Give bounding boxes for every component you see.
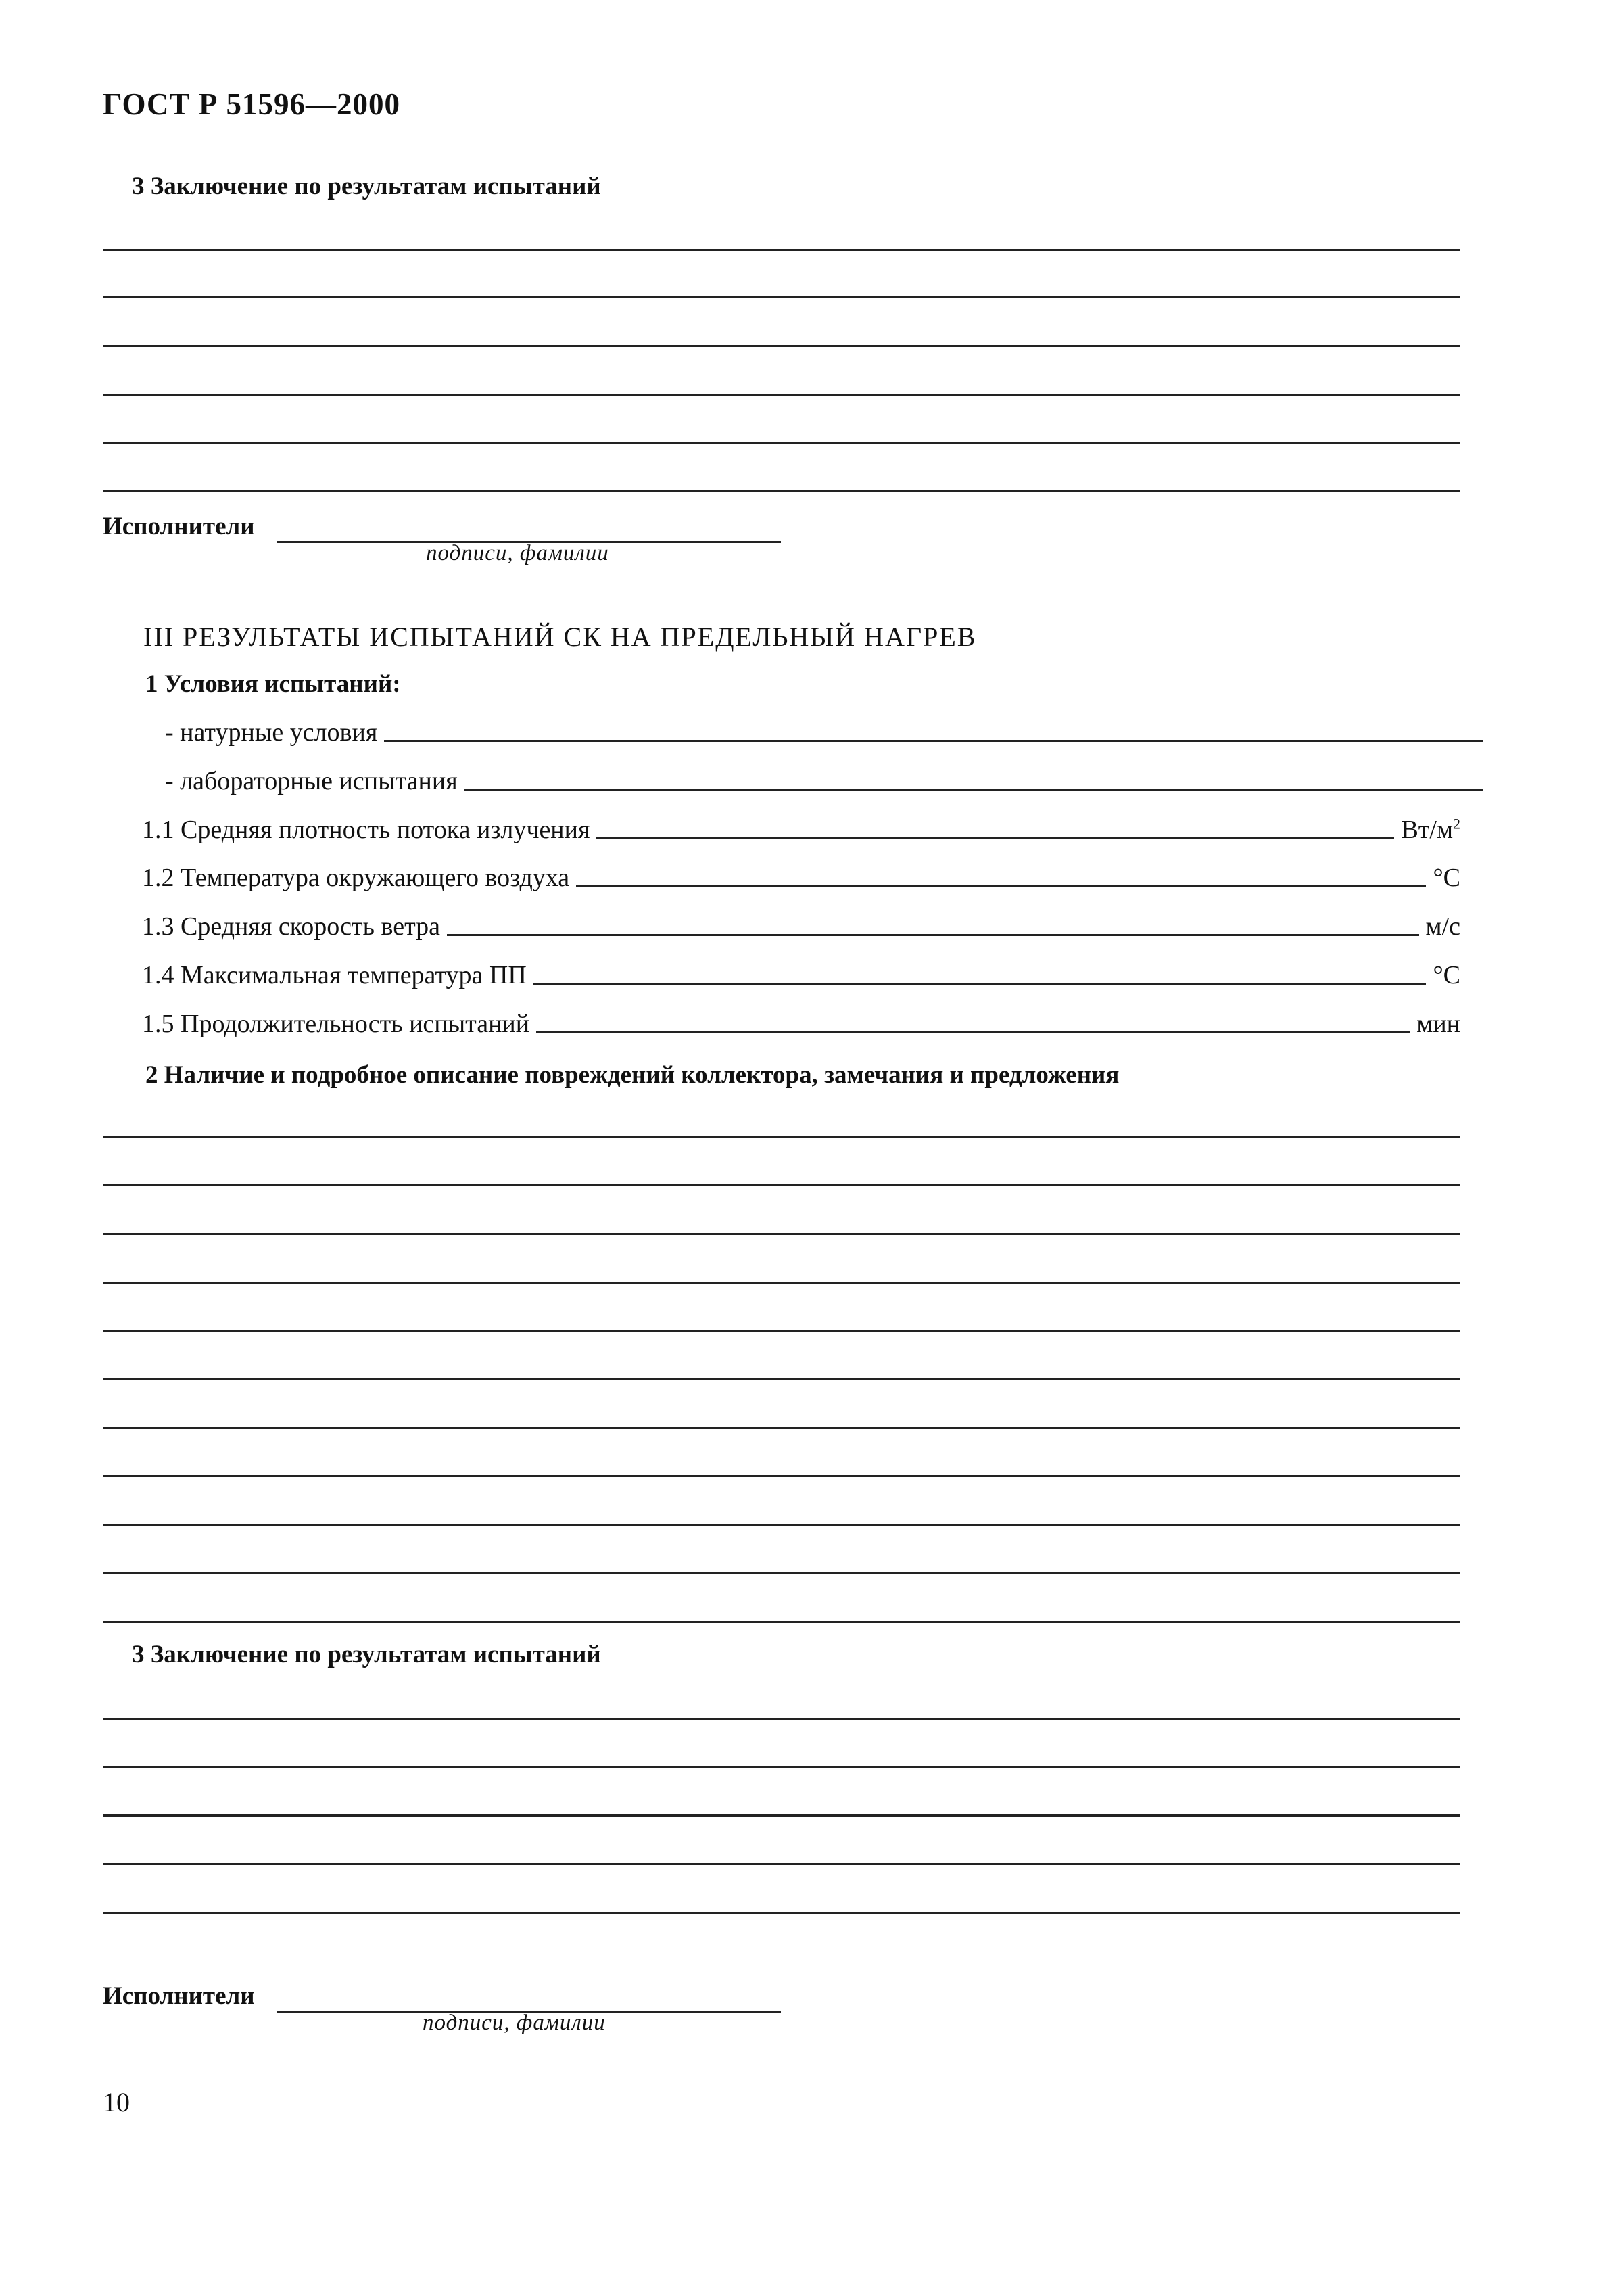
signature-caption-bottom: подписи, фамилии xyxy=(423,2011,606,2035)
write-line xyxy=(103,1863,1460,1865)
field-line xyxy=(447,934,1419,936)
conclusion-heading-top: 3 Заключение по результатам испытаний xyxy=(132,172,601,200)
write-line xyxy=(103,1427,1460,1429)
field-label: 1.3 Средняя скорость ветра xyxy=(142,912,441,941)
field-unit: °C xyxy=(1433,961,1460,989)
field-line xyxy=(536,1031,1410,1033)
section-title: III РЕЗУЛЬТАТЫ ИСПЫТАНИЙ СК НА ПРЕДЕЛЬНЫЙ НАГРЕВ xyxy=(143,622,977,652)
write-line xyxy=(103,1282,1460,1284)
natural-conditions-row xyxy=(142,713,1483,747)
field-row-1-2 xyxy=(142,859,1460,893)
write-line xyxy=(103,490,1460,492)
damage-heading: 2 Наличие и подробное описание повреждений коллектора, замечания и предложения xyxy=(145,1061,1120,1089)
field-row-1-1 xyxy=(142,811,1460,845)
field-row-1-5 xyxy=(142,1005,1460,1039)
signature-caption-top: подписи, фамилии xyxy=(426,541,609,565)
write-line xyxy=(103,442,1460,444)
field-unit: $Вт/м^2$ xyxy=(1401,815,1460,844)
write-line xyxy=(103,345,1460,347)
write-line xyxy=(103,1572,1460,1574)
document-header: ГОСТ Р 51596—2000 xyxy=(103,87,401,121)
write-line xyxy=(103,1621,1460,1623)
page-number: 10 xyxy=(103,2087,130,2117)
natural-conditions-line xyxy=(384,740,1483,742)
write-line xyxy=(103,1912,1460,1914)
field-unit: м/с xyxy=(1425,912,1460,941)
field-label: 1.4 Максимальная температура ПП xyxy=(142,961,527,989)
write-line xyxy=(103,1766,1460,1768)
field-row-1-3 xyxy=(142,908,1460,941)
field-line xyxy=(576,885,1426,887)
performers-label-bottom: Исполнители xyxy=(103,1982,255,2010)
field-label: 1.1 Средняя плотность потока излучения xyxy=(142,816,590,844)
conclusion-heading-bottom: 3 Заключение по результатам испытаний xyxy=(132,1641,601,1668)
performers-label-top: Исполнители xyxy=(103,513,255,540)
write-line xyxy=(103,394,1460,396)
natural-conditions-label: - натурные условия xyxy=(165,718,378,747)
field-unit: мин xyxy=(1416,1010,1460,1038)
conditions-heading: 1 Условия испытаний: xyxy=(145,670,401,698)
lab-tests-label: - лабораторные испытания xyxy=(165,767,458,795)
write-line xyxy=(103,1718,1460,1720)
lab-tests-line xyxy=(464,789,1483,791)
write-line xyxy=(103,1378,1460,1380)
field-label: 1.2 Температура окружающего воздуха xyxy=(142,864,570,892)
write-line xyxy=(103,1524,1460,1526)
field-unit: °C xyxy=(1433,864,1460,892)
write-line xyxy=(103,1330,1460,1332)
field-line xyxy=(533,983,1427,985)
write-line xyxy=(103,1184,1460,1186)
write-line xyxy=(103,1233,1460,1235)
write-line xyxy=(103,249,1460,251)
write-line xyxy=(103,1136,1460,1138)
field-label: 1.5 Продолжительность испытаний xyxy=(142,1010,530,1038)
field-row-1-4 xyxy=(142,956,1460,990)
field-line xyxy=(596,837,1394,839)
lab-tests-row xyxy=(142,762,1483,796)
write-line xyxy=(103,1814,1460,1817)
write-line xyxy=(103,296,1460,298)
write-line xyxy=(103,1475,1460,1477)
